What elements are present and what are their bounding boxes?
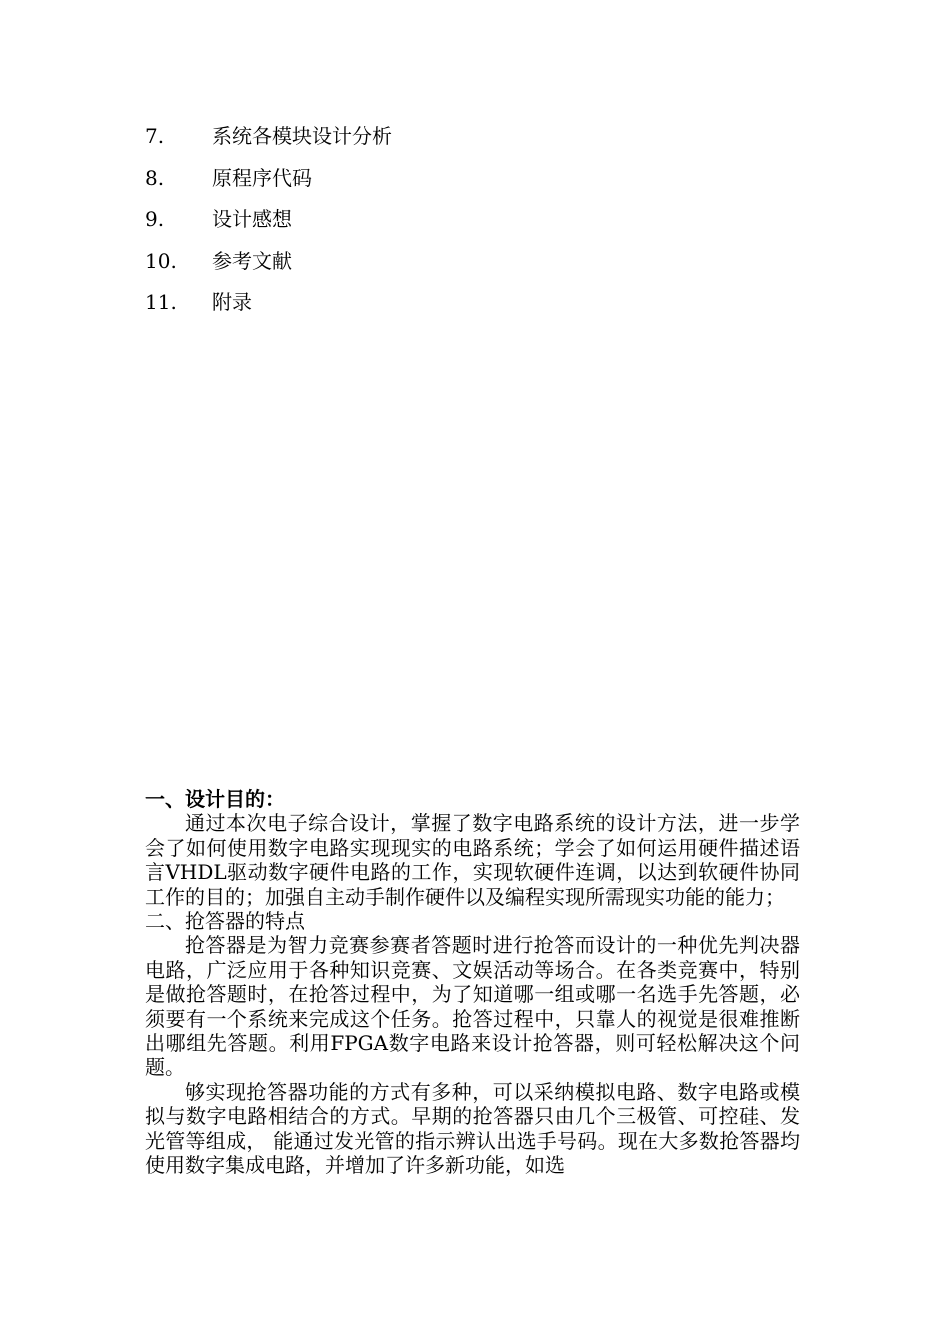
- toc-item: [145, 283, 805, 325]
- paragraph-purpose: 通过本次电子综合设计，掌握了数字电路系统的设计方法，进一步学会了如何使用数字电路实现现实的电路系统；学会了如何运用硬件描述语言VHDL驱动数字硬件电路的工作，实现软硬件连调，以达到软硬件协同工作的目的；加强自主动手制作硬件以及编程实现所需现实功能的能力；: [145, 811, 800, 909]
- toc-item: [145, 200, 805, 242]
- toc-item: [145, 117, 805, 159]
- toc-item-number: 9.: [145, 207, 165, 231]
- toc-item-label: 系统各模块设计分析: [212, 124, 392, 148]
- section-heading-purpose: 一、设计目的：: [145, 787, 285, 811]
- toc-item: [145, 159, 805, 201]
- toc-item-label: 参考文献: [212, 248, 292, 273]
- toc-item-label: 设计感想: [212, 207, 292, 231]
- table-of-contents: [145, 117, 805, 325]
- document-body: [145, 787, 800, 1178]
- paragraph-features-2: 够实现抢答器功能的方式有多种，可以采纳模拟电路、数字电路或模拟与数字电路相结合的方式。早期的抢答器只由几个三极管、可控硅、发光管等组成， 能通过发光管的指示辨认出选手号码。现在大多数抢答器均使用数字集成电路，并增加了许多新功能，如选: [145, 1079, 800, 1178]
- toc-item-label: 原程序代码: [212, 165, 312, 190]
- toc-item-number: 10.: [145, 248, 177, 273]
- toc-item-label: 附录: [212, 290, 252, 314]
- toc-item-number: 8.: [145, 165, 165, 190]
- toc-item-number: 7.: [145, 124, 165, 148]
- toc-item: [145, 242, 805, 284]
- toc-item-number: 11.: [145, 290, 177, 314]
- paragraph-features-1: 抢答器是为智力竞赛参赛者答题时进行抢答而设计的一种优先判决器电路，广泛应用于各种知识竞赛、文娱活动等场合。在各类竞赛中，特别是做抢答题时，在抢答过程中，为了知道哪一组或哪一名选手先答题，必须要有一个系统来完成这个任务。抢答过程中，只靠人的视觉是很难推断出哪组先答题。利用FPGA数字电路来设计抢答器，则可轻松解决这个问题。: [145, 933, 800, 1080]
- section-heading-features: 二、抢答器的特点: [145, 909, 305, 934]
